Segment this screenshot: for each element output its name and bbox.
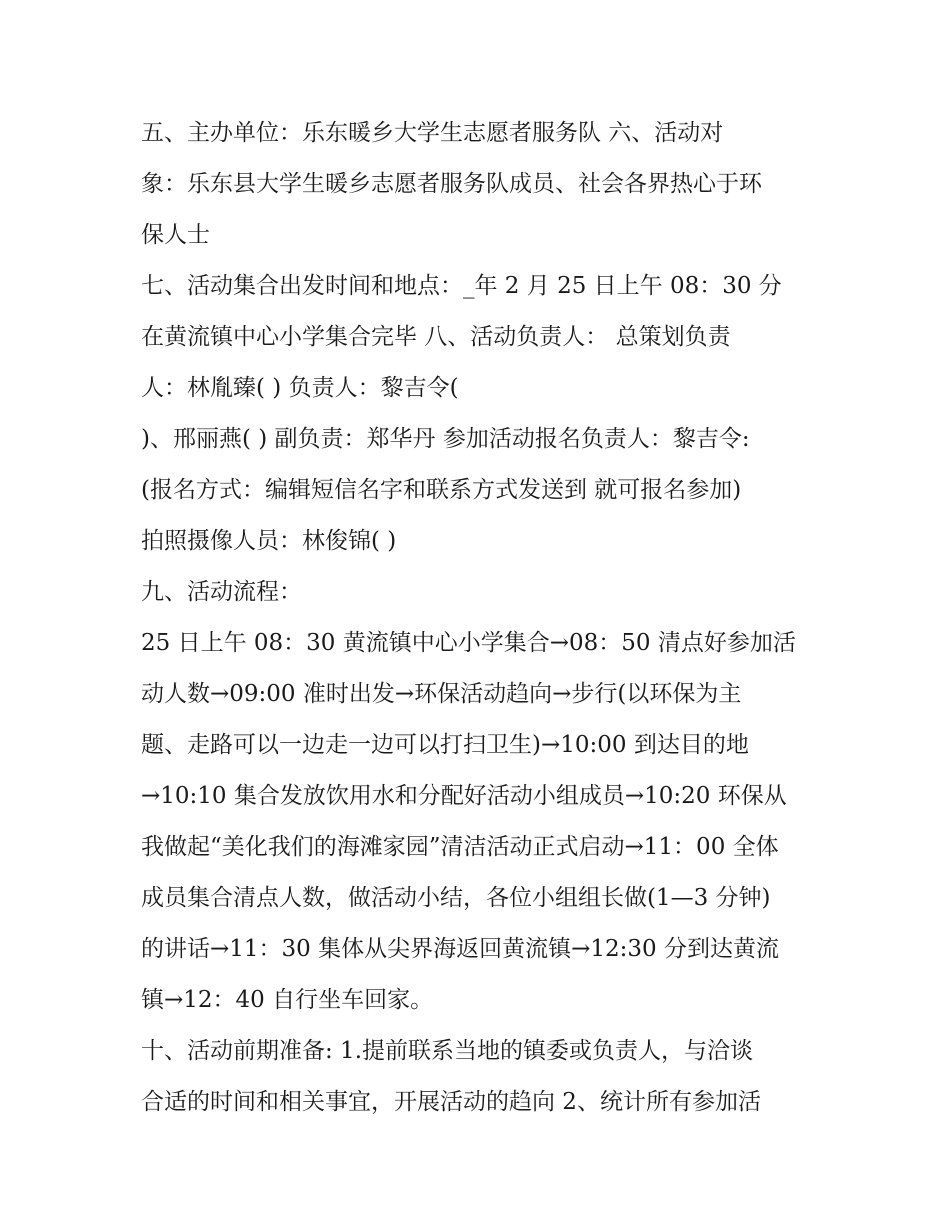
text-line: 十、活动前期准备: 1.提前联系当地的镇委或负责人，与洽谈 — [141, 1038, 754, 1064]
text-line: 题、走路可以一边走一边可以打扫卫生)→10:00 到达目的地 — [141, 732, 749, 758]
text-line: 25 日上午 08：30 黄流镇中心小学集合→08：50 清点好参加活 — [141, 630, 796, 656]
text-line: 保人士 — [141, 222, 210, 248]
text-line: (报名方式：编辑短信名字和联系方式发送到 就可报名参加) — [141, 477, 742, 503]
text-line: 成员集合清点人数，做活动小结，各位小组组长做(1—3 分钟) — [141, 885, 771, 911]
text-line: )、邢丽燕( ) 副负责：郑华丹 参加活动报名负责人：黎吉令: — [141, 426, 750, 452]
text-line: 九、活动流程： — [141, 579, 302, 605]
text-line: 七、活动集合出发时间和地点：_年 2 月 25 日上午 08：30 分 — [141, 273, 782, 299]
text-line: 合适的时间和相关事宜，开展活动的趋向 2、统计所有参加活 — [141, 1089, 761, 1115]
text-line: 镇→12：40 自行坐车回家。 — [141, 987, 434, 1013]
text-line: →10:10 集合发放饮用水和分配好活动小组成员→10:20 环保从 — [141, 783, 787, 809]
text-line: 五、主办单位：乐东暖乡大学生志愿者服务队 六、活动对 — [141, 120, 724, 146]
text-line: 的讲话→11：30 集体从尖界海返回黄流镇→12:30 分到达黄流 — [141, 936, 779, 962]
text-line: 象：乐东县大学生暖乡志愿者服务队成员、社会各界热心于环 — [141, 171, 762, 197]
text-line: 动人数→09:00 准时出发→环保活动趋向→步行(以环保为主 — [141, 681, 742, 707]
text-line: 我做起“美化我们的海滩家园”清洁活动正式启动→11：00 全体 — [141, 834, 779, 860]
text-line: 在黄流镇中心小学集合完毕 八、活动负责人： 总策划负责 — [141, 324, 731, 350]
text-line: 拍照摄像人员：林俊锦( ) — [141, 528, 397, 554]
text-line: 人：林胤臻( ) 负责人：黎吉令( — [141, 375, 459, 401]
document-body — [141, 108, 821, 1128]
